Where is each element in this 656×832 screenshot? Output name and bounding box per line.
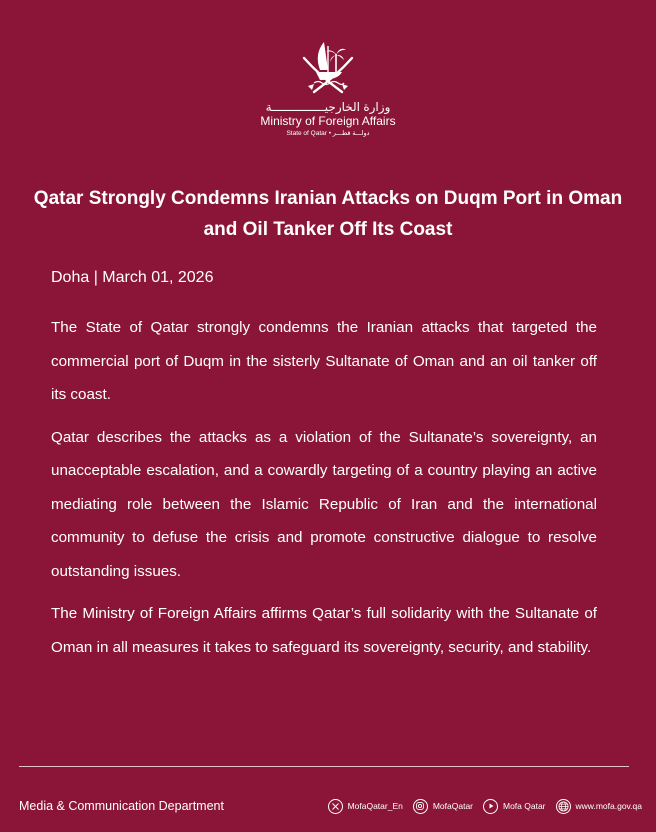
social-link-instagram[interactable] bbox=[413, 799, 473, 814]
ministry-logo bbox=[0, 38, 656, 139]
article-body bbox=[51, 311, 597, 673]
article-paragraph: The Ministry of Foreign Affairs affirms Qatar’s full solidarity with the Sultanate of Oman in all measures it takes to safeguard its sovereignty, security, and stability. bbox=[51, 605, 597, 656]
social-label: MofaQatar_En bbox=[347, 801, 403, 811]
article-dateline: Doha | March 01, 2026 bbox=[51, 269, 214, 286]
social-link-x[interactable] bbox=[328, 799, 403, 814]
social-label: www.mofa.gov.qa bbox=[575, 801, 642, 811]
footer-divider bbox=[19, 766, 629, 767]
article-title: Qatar Strongly Condemns Iranian Attacks on Duqm Port in Oman and Oil Tanker Off Its Coast bbox=[33, 188, 623, 240]
globe-icon bbox=[556, 799, 571, 814]
footer-department: Media & Communication Department bbox=[19, 799, 224, 813]
article-paragraph: Qatar describes the attacks as a violation of the Sultanate’s sovereignty, an unacceptable escalation, and a cowardly targeting of a country playing an active mediating role between the Islamic Republic of Iran and the international community to defuse the crisis and promote constructive dialogue to resolve outstanding issues. bbox=[51, 428, 597, 580]
qatar-emblem-icon bbox=[298, 38, 358, 96]
social-label: Mofa Qatar bbox=[503, 801, 546, 811]
ministry-english-name: Ministry of Foreign Affairs bbox=[260, 114, 396, 128]
youtube-icon bbox=[483, 799, 498, 814]
social-link-youtube[interactable] bbox=[483, 799, 546, 814]
social-links bbox=[318, 797, 642, 815]
article-paragraph: The State of Qatar strongly condemns the Iranian attacks that targeted the commercial port of Duqm in the sisterly Sultanate of Oman and an oil tanker off its coast. bbox=[51, 319, 597, 403]
instagram-icon bbox=[413, 799, 428, 814]
social-label: MofaQatar bbox=[432, 801, 473, 811]
ministry-arabic-name: وزارة الخارجيـــــــــــــــة bbox=[265, 100, 391, 114]
state-of-qatar-line: State of Qatar • دولـــة قطـــر bbox=[286, 130, 370, 137]
x-icon bbox=[328, 799, 343, 814]
social-link-website[interactable] bbox=[556, 799, 642, 814]
